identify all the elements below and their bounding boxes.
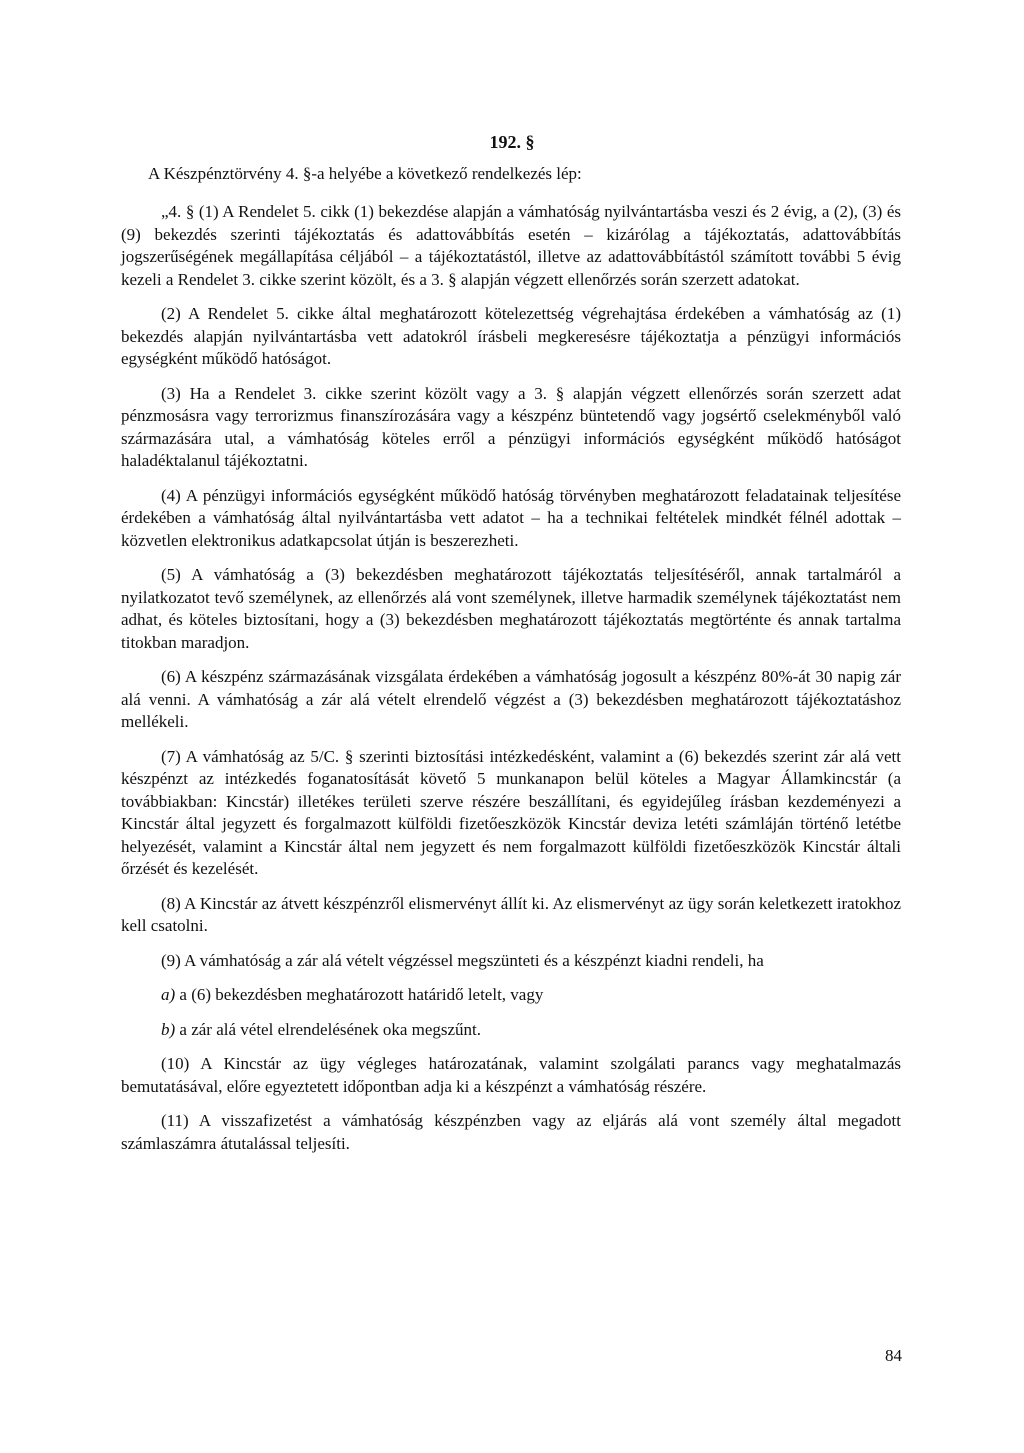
list-item-b-marker: b)	[161, 1019, 176, 1039]
paragraph-4: (4) A pénzügyi információs egységként működő hatóság törvényben meghatározott feladatainak teljesítése érdekében a vámhatóság által nyilvántartásba vett adatot – ha a technikai feltételek mindkét félnél adottak – közvetlen elektronikus adatkapcsolat útján is beszerezheti.	[121, 485, 901, 550]
paragraph-6: (6) A készpénz származásának vizsgálata érdekében a vámhatóság jogosult a készpénz 80%-át 30 napig zár alá venni. A vámhatóság a zár alá vételt elrendelő végzést a (3) bekezdésben meghatározott tájékoztatáshoz mellékeli.	[121, 667, 901, 731]
paragraph-5: (5) A vámhatóság a (3) bekezdésben meghatározott tájékoztatás teljesítéséről, annak tartalmáról a nyilatkozatot tevő személynek, az ellenőrzés alá vont személynek, illetve harmadik személynek tájékoztatást nem adhat, és köteles biztosítani, hogy a (3) bekezdésben meghatározott tájékoztatás megtörténte és annak tartalma titokban maradjon.	[121, 565, 901, 652]
list-item-b	[121, 1019, 901, 1042]
paragraph-11: (11) A visszafizetést a vámhatóság készpénzben vagy az eljárás alá vont személy által megadott számlaszámra átutalással teljesíti.	[121, 1111, 901, 1153]
list-item-b-text: a zár alá vétel elrendelésének oka megszűnt.	[175, 1019, 482, 1039]
intro-text: A Készpénztörvény 4. §-a helyébe a következő rendelkezés lép:	[148, 164, 582, 183]
paragraph-8: (8) A Kincstár az átvett készpénzről elismervényt állít ki. Az elismervényt az ügy során keletkezett iratokhoz kell csatolni.	[121, 893, 901, 935]
paragraph-9: (9) A vámhatóság a zár alá vételt végzéssel megszünteti és a készpénzt kiadni rendeli, ha	[161, 950, 764, 970]
paragraph-3: (3) Ha a Rendelet 3. cikke szerint közölt vagy a 3. § alapján végzett ellenőrzés során szerzett adat pénzmosásra vagy terrorizmus finanszírozására vagy a készpénz büntetendő vagy jogsértő cselekményből való származására utal, a vámhatóság köteles erről a pénzügyi információs egységként működő hatóságot haladéktalanul tájékoztatni.	[121, 383, 901, 470]
document-body	[121, 201, 901, 1167]
list-item-a-marker: a)	[161, 985, 176, 1004]
list-item-a	[121, 984, 901, 1007]
list-item-a-text: a (6) bekezdésben meghatározott határidő letelt, vagy	[175, 985, 544, 1004]
paragraph-7: (7) A vámhatóság az 5/C. § szerinti biztosítási intézkedésként, valamint a (6) bekezdés szerint zár alá vett készpénzt az intézkedés foganatosítását követő 5 munkanapon belül köteles a Magyar Államkincstár (a továbbiakban: Kincstár) illetékes területi szerve részére beszállítani, és egyidejűleg írásban kezdeményezi a Kincstár által jegyzett és forgalmazott külföldi fizetőeszközök Kincstár deviza letéti számláján történő letétbe helyezését, valamint a Kincstár által nem jegyzett és nem forgalmazott külföldi fizetőeszközök Kincstár általi őrzését és kezelését.	[121, 746, 901, 878]
paragraph-2: (2) A Rendelet 5. cikke által meghatározott kötelezettség végrehajtása érdekében a vámhatóság az (1) bekezdés alapján nyilvántartásba vett adatokról írásbeli megkeresésre tájékoztatja a pénzügyi információs egységként működő hatóságot.	[121, 304, 901, 368]
section-heading: 192. §	[489, 132, 535, 152]
paragraph-1: „4. § (1) A Rendelet 5. cikk (1) bekezdése alapján a vámhatóság nyilvántartásba veszi és 2 évig, a (2), (3) és (9) bekezdés szerinti tájékoztatás és adattovábbítás esetén – kizárólag a tájékoztatás, adattovábbítás jogszerűségének megállapítása céljából – a tájékoztatástól, illetve az adattovábbítástól számított további 5 évig kezeli a Rendelet 3. cikke szerint közölt, és a 3. § alapján végzett ellenőrzés során szerzett adatokat.	[121, 202, 901, 289]
paragraph-10: (10) A Kincstár az ügy végleges határozatának, valamint szolgálati parancs vagy meghatalmazás bemutatásával, előre egyeztetett időpontban adja ki a készpénzt a vámhatóság részére.	[121, 1054, 901, 1096]
page-number: 84	[885, 1346, 902, 1365]
